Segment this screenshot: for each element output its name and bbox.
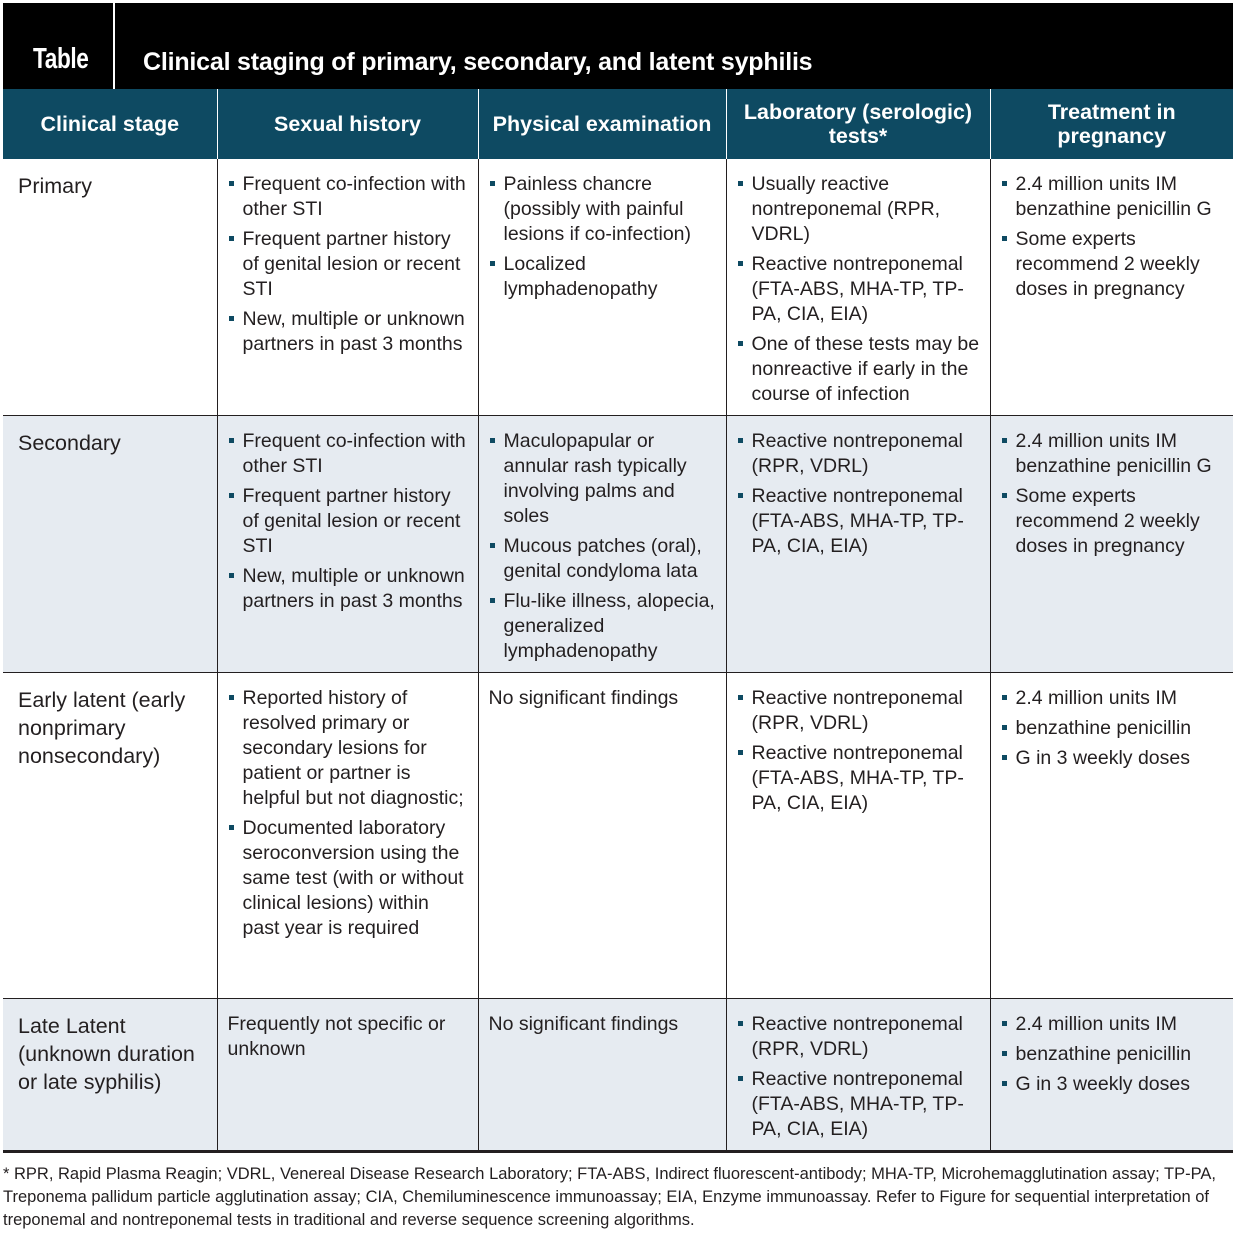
stage-cell: Secondary: [3, 416, 217, 673]
lab-tests-cell: [726, 416, 990, 673]
list-item: 2.4 million units IM benzathine penicillin G: [1001, 429, 1224, 479]
list-item: Reactive nontreponemal (RPR, VDRL): [737, 686, 980, 736]
physical-exam-cell: [478, 416, 726, 673]
sexual-history-cell: [217, 673, 478, 999]
treatment-cell: [990, 159, 1233, 416]
list-item: Reactive nontreponemal (FTA-ABS, MHA-TP, TP-PA, CIA, EIA): [737, 1067, 980, 1142]
title-bar: [3, 3, 1233, 89]
list-item: benzathine penicillin: [1001, 1042, 1224, 1067]
list-item: 2.4 million units IM benzathine penicillin G: [1001, 172, 1224, 222]
list-item: Localized lymphadenopathy: [489, 252, 716, 302]
column-header: Treatment in pregnancy: [990, 89, 1233, 159]
list-item: Flu-like illness, alopecia, generalized lymphadenopathy: [489, 589, 716, 664]
list-item: 2.4 million units IM: [1001, 1012, 1224, 1037]
list-item: Some experts recommend 2 weekly doses in pregnancy: [1001, 227, 1224, 302]
sexual-history-cell: [217, 416, 478, 673]
list-item: Reactive nontreponemal (RPR, VDRL): [737, 429, 980, 479]
stage-cell: Early latent (early nonprimary nonsecondary): [3, 673, 217, 999]
table-row: [3, 673, 1233, 999]
treatment-cell: [990, 999, 1233, 1152]
physical-exam-cell: [478, 673, 726, 999]
list-item: One of these tests may be nonreactive if early in the course of infection: [737, 332, 980, 407]
column-header: Physical examination: [478, 89, 726, 159]
lab-tests-cell: [726, 673, 990, 999]
cell-text: Frequently not specific or unknown: [227, 1013, 446, 1060]
footnote: * RPR, Rapid Plasma Reagin; VDRL, Venereal Disease Research Laboratory; FTA-ABS, Indirect fluorescent-antibody; MHA-TP, Microhemagglutination assay; TP-PA, Treponema pallidum particle agglutination assay; CIA, Chemiluminescence immunoassay; EIA, Enzyme immunoassay. Refer to Figure for sequential interpretation of treponemal and nontreponemal tests in traditional and reverse sequence screening algorithms.: [3, 1165, 1216, 1229]
list-item: Some experts recommend 2 weekly doses in pregnancy: [1001, 484, 1224, 559]
treatment-cell: [990, 416, 1233, 673]
list-item: Reported history of resolved primary or secondary lesions for patient or partner is helpful but not diagnostic;: [228, 686, 468, 811]
cell-text: No significant findings: [488, 1013, 679, 1035]
list-item: New, multiple or unknown partners in past 3 months: [228, 307, 468, 357]
sexual-history-cell: [217, 159, 478, 416]
physical-exam-cell: [478, 159, 726, 416]
physical-exam-cell: [478, 999, 726, 1152]
list-item: Documented laboratory seroconversion using the same test (with or without clinical lesions) within past year is required: [228, 816, 468, 941]
list-item: Frequent co-infection with other STI: [228, 429, 468, 479]
table-row: [3, 416, 1233, 673]
list-item: Reactive nontreponemal (FTA-ABS, MHA-TP, TP-PA, CIA, EIA): [737, 741, 980, 816]
stage-cell: Primary: [3, 159, 217, 416]
list-item: Frequent partner history of genital lesion or recent STI: [228, 227, 468, 302]
column-header: Clinical stage: [3, 89, 217, 159]
list-item: Frequent partner history of genital lesion or recent STI: [228, 484, 468, 559]
lab-tests-cell: [726, 159, 990, 416]
list-item: Mucous patches (oral), genital condyloma lata: [489, 534, 716, 584]
list-item: New, multiple or unknown partners in past 3 months: [228, 564, 468, 614]
list-item: G in 3 weekly doses: [1001, 1072, 1224, 1097]
treatment-cell: [990, 673, 1233, 999]
cell-text: No significant findings: [488, 687, 679, 709]
list-item: Painless chancre (possibly with painful lesions if co-infection): [489, 172, 716, 247]
staging-table: [3, 89, 1233, 1153]
list-item: benzathine penicillin: [1001, 716, 1224, 741]
list-item: Usually reactive nontreponemal (RPR, VDRL): [737, 172, 980, 247]
list-item: 2.4 million units IM: [1001, 686, 1224, 711]
list-item: Reactive nontreponemal (RPR, VDRL): [737, 1012, 980, 1062]
table-row: [3, 999, 1233, 1152]
table-title: Clinical staging of primary, secondary, and latent syphilis: [143, 48, 813, 76]
list-item: Reactive nontreponemal (FTA-ABS, MHA-TP, TP-PA, CIA, EIA): [737, 252, 980, 327]
column-header: Sexual history: [217, 89, 478, 159]
table-row: [3, 159, 1233, 416]
list-item: G in 3 weekly doses: [1001, 746, 1224, 771]
stage-cell: Late Latent (unknown duration or late syphilis): [3, 999, 217, 1152]
sexual-history-cell: [217, 999, 478, 1152]
table-tag-label: Table: [33, 43, 89, 75]
list-item: Maculopapular or annular rash typically involving palms and soles: [489, 429, 716, 529]
lab-tests-cell: [726, 999, 990, 1152]
table-tag: [3, 3, 115, 89]
list-item: Frequent co-infection with other STI: [228, 172, 468, 222]
column-header: Laboratory (serologic) tests*: [726, 89, 990, 159]
header-row: [3, 89, 1233, 159]
list-item: Reactive nontreponemal (FTA-ABS, MHA-TP, TP-PA, CIA, EIA): [737, 484, 980, 559]
